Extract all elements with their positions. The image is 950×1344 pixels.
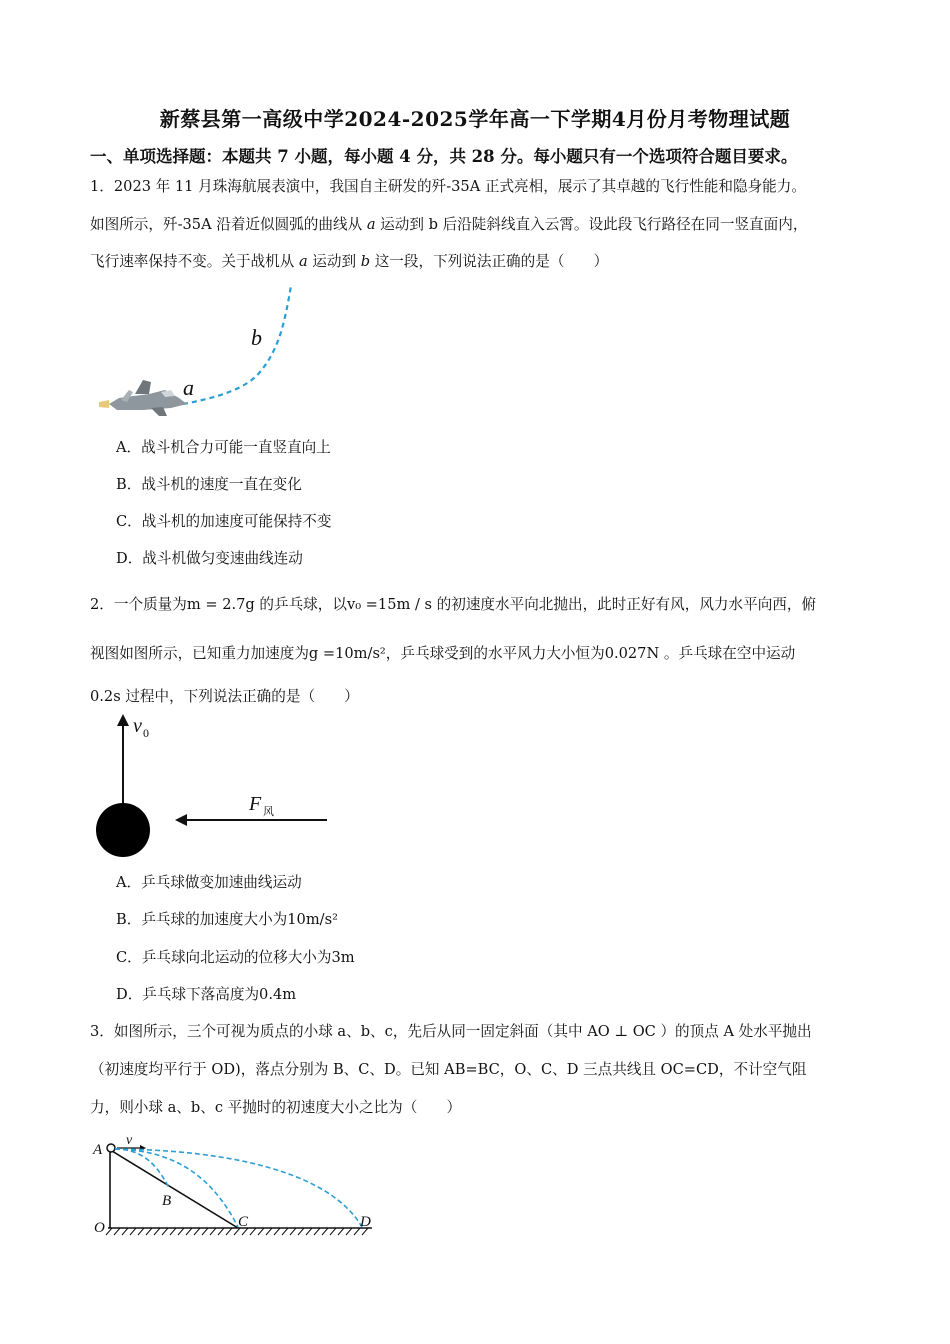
q3-label-c: C <box>238 1214 249 1230</box>
q3-line1: 3．如图所示，三个可视为质点的小球 a、b、c，先后从同一固定斜面（其中 AO ⊥ OC ）的顶点 A 处水平抛出 <box>90 1023 812 1040</box>
q3-figure <box>90 1132 390 1242</box>
q1-line2 <box>90 213 807 234</box>
q1-line1: 1．2023 年 11 月珠海航展表演中，我国自主研发的歼-35A 正式亮相，展示了其卓越的飞行性能和隐身能力。 <box>90 178 806 195</box>
q2-option-b: B．乒乓球的加速度大小为10m/s² <box>116 911 338 928</box>
q1-flight-path <box>183 286 291 404</box>
q2-label-f-sub: 风 <box>263 805 274 818</box>
q3-ball-a <box>107 1144 115 1152</box>
q1-line3-part-b: 运动到 <box>307 253 361 270</box>
q3-ground-hatch <box>106 1228 368 1235</box>
q3-trajectory-c <box>115 1149 238 1227</box>
q1-line2-part-a: 如图所示，歼-35A 沿着近似圆弧的曲线从 <box>90 216 367 233</box>
q1-option-d: D．战斗机做匀变速曲线连动 <box>116 550 303 567</box>
q1-label-b: b <box>251 325 262 350</box>
q2-option-a: A．乒乓球做变加速曲线运动 <box>116 874 302 891</box>
q3-label-d: D <box>360 1214 371 1230</box>
q1-option-c: C．战斗机的加速度可能保持不变 <box>116 513 332 530</box>
fighter-jet-icon <box>99 380 187 416</box>
q2-line1: 2．一个质量为m = 2.7g 的乒乓球，以v₀ =15m / s 的初速度水平向北抛出，此时正好有风，风力水平向西，俯 <box>90 596 817 613</box>
q3-label-a: A <box>93 1142 103 1158</box>
q1-var-a2: a <box>298 253 308 270</box>
section-header: 一、单项选择题：本题共 7 小题，每小题 4 分，共 28 分。每小题只有一个选项符合题目要求。 <box>90 147 798 166</box>
q1-option-b: B．战斗机的速度一直在变化 <box>116 476 302 493</box>
q1-line3 <box>90 250 608 271</box>
q3-label-v: v <box>126 1133 133 1148</box>
q2-figure <box>95 712 335 862</box>
q3-label-b: B <box>162 1193 172 1209</box>
q2-label-v-sub: 0 <box>143 726 149 740</box>
q1-label-a: a <box>183 375 194 400</box>
q3-line2: （初速度均平行于 OD)，落点分别为 B、C、D。已知 AB=BC，O、C、D 三点共线且 OC=CD，不计空气阻 <box>90 1061 807 1078</box>
q1-line2-part-b: 运动到 b 后沿陡斜线直入云霄。设此段飞行路径在同一竖直面内， <box>375 216 808 233</box>
q1-var-b: b <box>360 253 371 270</box>
q1-var-a: a <box>366 216 376 233</box>
q1-option-a: A．战斗机合力可能一直竖直向上 <box>116 439 331 456</box>
q2-v0-arrowhead <box>117 714 129 726</box>
q2-option-d: D．乒乓球下落高度为0.4m <box>116 986 297 1003</box>
q3-line3: 力，则小球 a、b、c 平抛时的初速度大小之比为（ ） <box>90 1099 462 1116</box>
q2-option-c: C．乒乓球向北运动的位移大小为3m <box>116 949 355 966</box>
q1-line3-part-c: 这一段，下列说法正确的是（ ） <box>370 253 609 270</box>
q1-figure <box>95 280 315 420</box>
q3-label-o: O <box>94 1220 105 1236</box>
q2-line2: 视图如图所示，已知重力加速度为g =10m/s²，乒乓球受到的水平风力大小恒为0.027N 。乒乓球在空中运动 <box>90 645 796 662</box>
q2-wind-arrowhead <box>175 814 187 826</box>
q2-line3: 0.2s 过程中，下列说法正确的是（ ） <box>90 688 359 705</box>
page-title: 新蔡县第一高级中学2024-2025学年高一下学期4月份月考物理试题 <box>159 107 791 131</box>
q3-incline-ac <box>112 1151 238 1228</box>
q1-line3-part-a: 飞行速率保持不变。关于战机从 <box>90 253 299 270</box>
q2-label-v: v <box>133 715 142 737</box>
q2-label-f: F <box>249 793 262 815</box>
ping-pong-ball <box>96 803 150 857</box>
